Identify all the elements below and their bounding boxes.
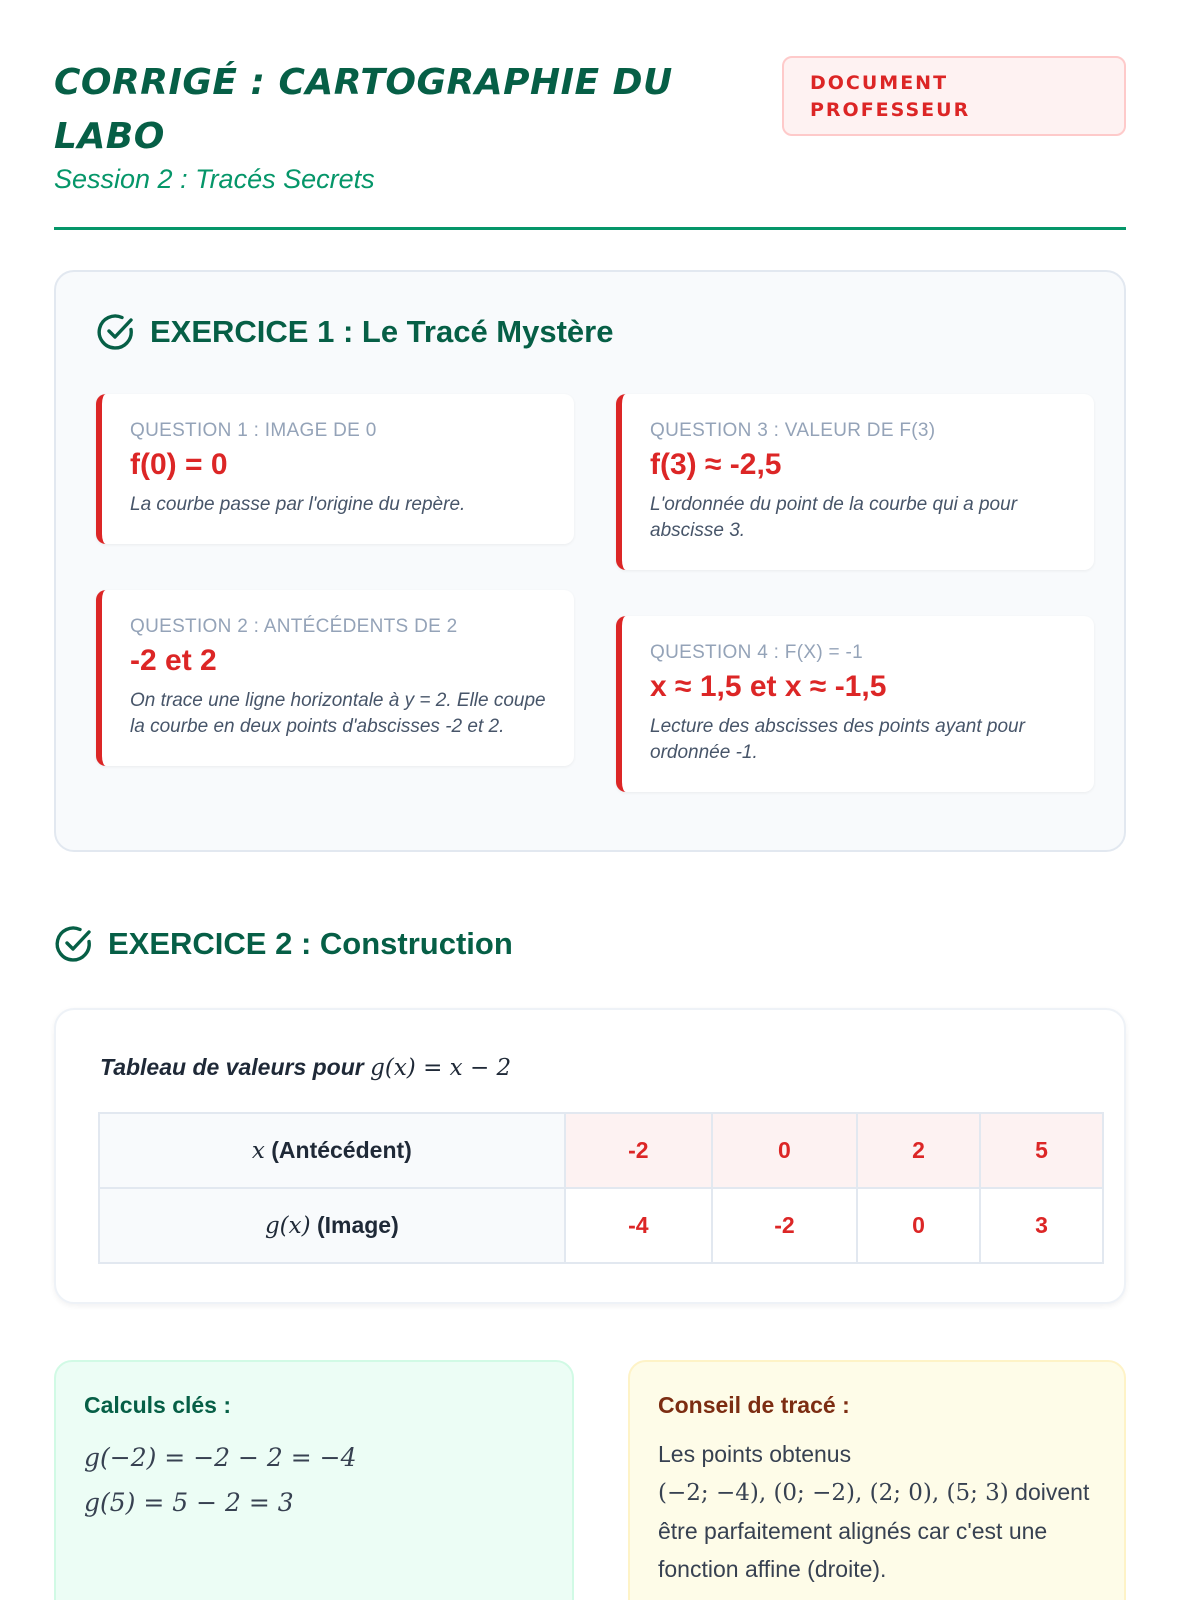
tip-title: Conseil de tracé : [658,1392,850,1418]
circle-check-icon [96,312,136,352]
table-caption [100,1054,511,1081]
question-answer: -2 et 2 [130,644,217,677]
calculation-line: g(5) = 5 − 2 = 3 [84,1488,294,1517]
table-formula: g(x) = x − 2 [370,1055,512,1081]
question-card [616,616,1094,792]
row-header-label: (Image) [316,1212,399,1238]
row-header-g [99,1188,565,1263]
g-value-cell: 3 [980,1188,1103,1263]
page-header [54,56,1126,230]
circle-check-icon [54,924,94,964]
question-answer: f(0) = 0 [130,448,228,481]
x-value-cell: 0 [712,1113,857,1188]
question-label: QUESTION 3 : VALEUR DE F(3) [650,420,936,441]
row-header-label: (Antécédent) [271,1137,412,1163]
row-header-var: g(x) [264,1213,311,1239]
question-card [616,394,1094,570]
tip-points: (−2; −4), (0; −2), (2; 0), (5; 3) [658,1480,1009,1506]
g-value-cell: -2 [712,1188,857,1263]
table-caption-text: Tableau de valeurs pour [100,1054,364,1080]
question-note: On trace une ligne horizontale à y = 2. Elle coupe la courbe en deux points d'abscisses -2 et 2. [130,690,546,737]
badge-line-2: PROFESSEUR [810,99,971,121]
question-label: QUESTION 4 : F(X) = -1 [650,642,863,663]
question-card [96,590,574,766]
values-table-card [54,1008,1126,1304]
table-row [99,1188,1103,1263]
table-row [99,1113,1103,1188]
tip-intro: Les points obtenus [658,1441,852,1467]
question-answer: f(3) ≈ -2,5 [650,448,782,481]
values-table [98,1112,1104,1264]
exercise-1-title: EXERCICE 1 : Le Tracé Mystère [150,314,614,349]
question-note: La courbe passe par l'origine du repère. [130,494,466,515]
question-label: QUESTION 1 : IMAGE DE 0 [130,420,377,441]
question-label: QUESTION 2 : ANTÉCÉDENTS DE 2 [130,616,458,637]
row-header-x [99,1113,565,1188]
x-value-cell: 2 [857,1113,980,1188]
exercise-1-panel [54,270,1126,852]
exercise-2-heading [54,924,513,964]
teacher-document-badge [782,56,1126,136]
exercise-1-heading [96,312,613,352]
g-value-cell: 0 [857,1188,980,1263]
question-note: Lecture des abscisses des points ayant pour ordonnée -1. [650,716,1025,763]
exercise-2-title: EXERCICE 2 : Construction [108,926,513,961]
calculation-line: g(−2) = −2 − 2 = −4 [84,1443,357,1472]
calculations-title: Calculs clés : [84,1392,232,1418]
x-value-cell: -2 [565,1113,712,1188]
question-note: L'ordonnée du point de la courbe qui a pour abscisse 3. [650,494,1018,541]
row-header-var: x [251,1138,265,1164]
key-calculations-card [54,1360,574,1600]
x-value-cell: 5 [980,1113,1103,1188]
page-title: CORRIGÉ : CARTOGRAPHIE DU LABO [54,62,673,157]
page-subtitle: Session 2 : Tracés Secrets [54,164,375,194]
tip-conclusion: doivent être parfaitement alignés car c'est une fonction affine (droite). [658,1479,1090,1582]
plotting-tip-card [628,1360,1126,1600]
tip-text [658,1435,1096,1588]
g-value-cell: -4 [565,1188,712,1263]
question-answer: x ≈ 1,5 et x ≈ -1,5 [650,670,887,703]
badge-line-1: DOCUMENT [810,72,949,94]
question-card [96,394,574,544]
